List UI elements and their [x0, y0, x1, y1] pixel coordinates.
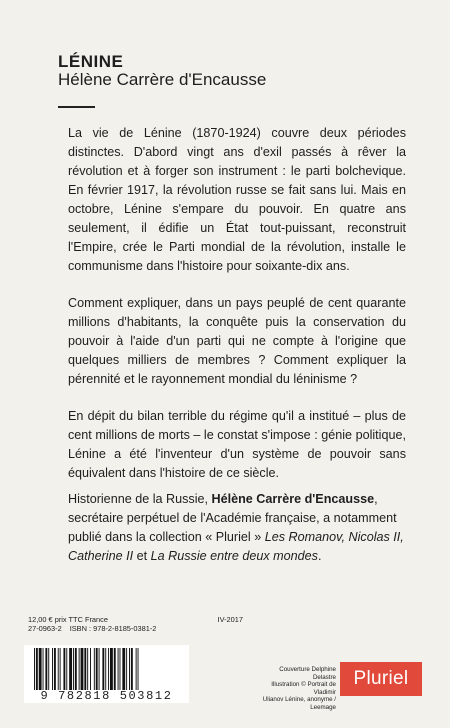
- barcode-bar: [105, 648, 106, 691]
- barcode-bar: [75, 648, 77, 691]
- barcode-bar: [60, 648, 61, 691]
- barcode-bar: [136, 648, 137, 691]
- barcode-bar: [63, 648, 65, 691]
- bio-part2: , secrétaire perpétuel de l'Académie française, a notamment publié dans la collection « Pluriel »: [68, 492, 397, 544]
- price-info: [28, 615, 243, 633]
- blurb: [68, 124, 406, 501]
- title-divider: [58, 106, 95, 108]
- blurb-paragraph-2: Comment expliquer, dans un pays peuplé de cent quarante millions d'habitants, la conquête puis la conservation du pouvoir à l'aide d'un parti qui ne compte à l'origine que quelques milliers de membres ? Comment expliquer la pérennité et le rayonnement mondial du léninisme ?: [68, 296, 406, 386]
- barcode-bar: [43, 648, 44, 691]
- barcode-bar: [94, 648, 95, 691]
- barcode-bar: [81, 648, 84, 691]
- credit-line-2: Illustration © Portrait de Vladimir: [271, 681, 336, 696]
- barcode-bar: [118, 648, 119, 691]
- barcode-bar: [54, 648, 56, 691]
- barcode-bar: [138, 648, 139, 691]
- edition-code: IV-2017: [217, 615, 243, 624]
- barcode: [24, 645, 189, 703]
- barcode-bar: [48, 648, 49, 691]
- credit-line-1: Couverture Delphine Delastre: [279, 666, 336, 681]
- barcode-bar: [131, 648, 133, 691]
- barcode-bar: [66, 648, 67, 691]
- price: 12,00 € prix TTC France: [28, 615, 108, 624]
- barcode-bar: [39, 648, 42, 691]
- product-code: 27-0963-2: [28, 624, 62, 634]
- barcode-bar: [36, 648, 38, 691]
- barcode-bar: [84, 648, 86, 691]
- barcode-bar: [34, 648, 35, 691]
- bio-author-name: Hélène Carrère d'Encausse: [211, 492, 375, 506]
- barcode-bar: [87, 648, 88, 691]
- barcode-bar: [120, 648, 121, 691]
- book-author: Hélène Carrère d'Encausse: [58, 70, 267, 89]
- barcode-bar: [126, 648, 127, 691]
- bio-intro: Historienne de la Russie,: [68, 492, 212, 506]
- barcode-bar: [99, 648, 100, 691]
- bio-book-1: Les Romanov, Nicolas II, Catherine II: [68, 530, 404, 563]
- barcode-bar: [129, 648, 130, 691]
- publisher-logo: Pluriel: [340, 662, 422, 696]
- barcode-bar: [122, 648, 125, 691]
- blurb-paragraph-1: La vie de Lénine (1870-1924) couvre deux périodes distinctes. D'abord vingt ans d'exil passés à rêver la révolution et à forger son instrument : le parti bolchevique. En février 1917, la révolution russe se fait sans lui. Mais en octobre, Lénine s'empare du pouvoir. En quatre ans seulement, il édifie un État tout-puissant, reconstruit l'Empire, crée le Parti mondial de la révolution, installe le communisme dans l'histoire pour soixante-dix ans.: [68, 126, 406, 273]
- book-title: LÉNINE: [58, 52, 124, 71]
- isbn: ISBN : 978-2-8185-0381-2: [69, 624, 157, 634]
- barcode-bar: [45, 648, 47, 691]
- author-bio: [68, 490, 408, 566]
- barcode-bar: [96, 648, 98, 691]
- credit-line-3: Ulianov Lénine, anonyme / Leemage: [262, 696, 336, 711]
- barcode-bars: [24, 645, 189, 691]
- barcode-bar: [58, 648, 59, 691]
- barcode-bar: [52, 648, 53, 691]
- barcode-bar: [73, 648, 74, 691]
- barcode-bar: [110, 648, 113, 691]
- barcode-digits: 9 782818 503812: [24, 690, 189, 703]
- blurb-paragraph-3: En dépit du bilan terrible du régime qu'il a institué – plus de cent millions de morts – le constat s'impose : génie politique, Lénine a été l'inventeur d'un système de pouvoir sans équivalent dans l'histoire de ce siècle.: [68, 409, 406, 480]
- barcode-bar: [114, 648, 116, 691]
- cover-credits: [256, 666, 336, 712]
- barcode-bar: [90, 648, 91, 691]
- barcode-bar: [79, 648, 80, 691]
- bio-book-2: La Russie entre deux mondes: [150, 549, 318, 563]
- barcode-bar: [108, 648, 109, 691]
- bio-end: .: [317, 549, 322, 563]
- bio-part3: et: [133, 549, 151, 563]
- barcode-bar: [69, 648, 72, 691]
- barcode-bar: [102, 648, 104, 691]
